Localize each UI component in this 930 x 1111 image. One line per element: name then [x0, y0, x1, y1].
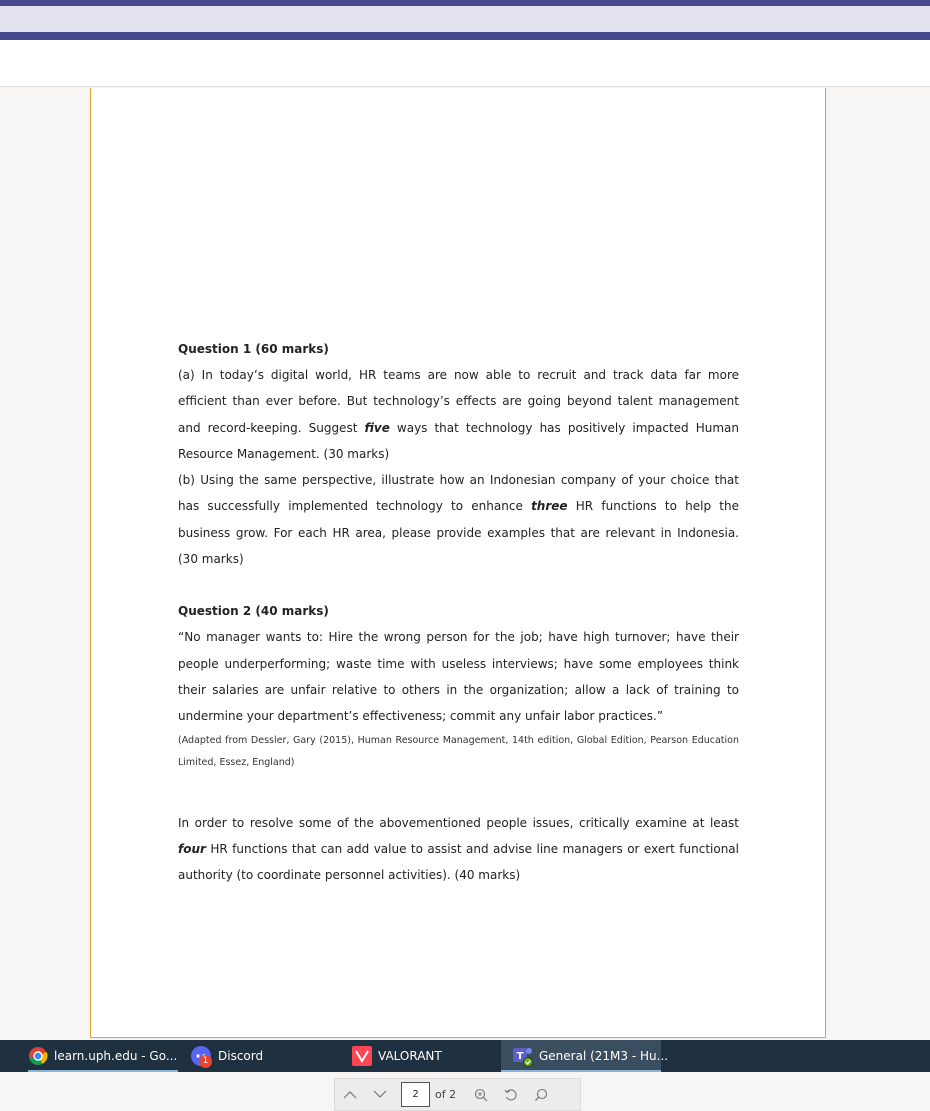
page-navigation-control	[334, 1078, 581, 1111]
taskbar-item-valorant[interactable]	[352, 1040, 492, 1072]
search-button[interactable]	[526, 1079, 556, 1110]
question-2-task: In order to resolve some of the abovementioned people issues, critically examine at least four HR functions that can add value to assist and advise line managers or exert functional authority (to coordinate personnel activities). (40 marks)	[178, 815, 739, 883]
question-2-citation: (Adapted from Dessler, Gary (2015), Human Resource Management, 14th edition, Global Edition, Pearson Education Limited, Essez, England)	[178, 734, 739, 768]
svg-text:T: T	[516, 1051, 524, 1062]
valorant-icon	[352, 1046, 372, 1066]
zoom-in-icon	[474, 1088, 488, 1102]
viewer-toolbar	[0, 40, 930, 87]
question-2-title: Question 2 (40 marks)	[178, 604, 329, 619]
question-1b-text: (b) Using the same perspective, illustrate how an Indonesian company of your choice that has successfully implemented technology to enhance three HR functions to help the business grow. For each HR area, please provide examples that are relevant in Indonesia. (30 marks)	[178, 473, 739, 567]
rotate-icon	[504, 1088, 518, 1102]
chevron-up-icon	[343, 1090, 357, 1099]
previous-page-button[interactable]	[335, 1079, 365, 1110]
app-header-bar-lower	[0, 32, 930, 40]
app-header-strip	[0, 6, 930, 32]
taskbar-item-label: Discord	[218, 1049, 264, 1063]
page-number-input[interactable]: 2	[401, 1082, 430, 1107]
notification-badge: 1	[199, 1055, 212, 1068]
question-2-quote: “No manager wants to: Hire the wrong person for the job; have high turnover; have their people underperforming; waste time with useless interviews; have some employees think their salaries are unfair relative to others in the organization; allow a lack of training to undermine your department’s effectiveness; commit any unfair labor practices.”	[178, 630, 739, 724]
question-1-title: Question 1 (60 marks)	[178, 342, 329, 356]
taskbar-item-discord[interactable]	[190, 1040, 330, 1072]
taskbar-item-label: learn.uph.edu - Go...	[54, 1049, 178, 1063]
teams-icon	[511, 1045, 533, 1067]
taskbar-item-teams[interactable]	[501, 1040, 669, 1072]
taskbar-item-label: VALORANT	[378, 1049, 442, 1063]
document-page	[90, 88, 826, 1038]
next-page-button[interactable]	[365, 1079, 395, 1110]
search-icon	[534, 1088, 548, 1102]
question-1a-text: (a) In today’s digital world, HR teams are now able to recruit and track data far more efficient than ever before. But technology’s effects are going beyond talent management and record-keeping. Suggest five ways that technology has positively impacted Human Resource Management. (30 marks)	[178, 368, 739, 461]
page-content	[178, 336, 739, 888]
chevron-down-icon	[373, 1090, 387, 1099]
zoom-in-button[interactable]	[466, 1079, 496, 1110]
windows-taskbar	[0, 1040, 930, 1072]
rotate-button[interactable]	[496, 1079, 526, 1110]
taskbar-item-chrome[interactable]	[28, 1040, 178, 1072]
chrome-icon	[28, 1046, 48, 1066]
page-count-label: of 2	[435, 1088, 457, 1101]
discord-icon	[190, 1045, 212, 1067]
taskbar-item-label: General (21M3 - Hu...	[539, 1049, 669, 1063]
